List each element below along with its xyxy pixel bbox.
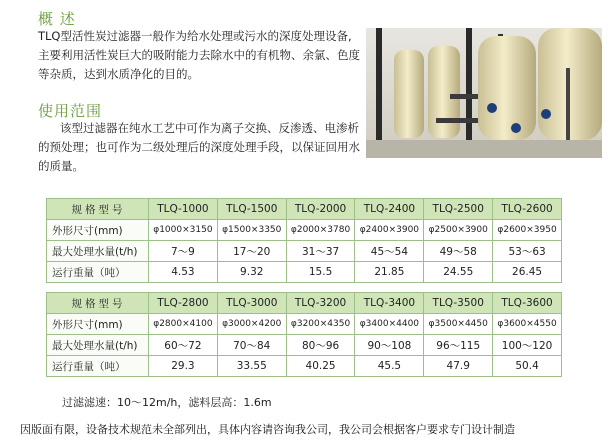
row-label: 外形尺寸(mm) [47,314,149,335]
overview-title: 概 述 [38,10,76,28]
usage-line: 的质量。 [38,159,84,173]
table-row [47,335,562,356]
overview-text [38,27,363,84]
table-cell: 90～108 [355,335,424,356]
table-row [47,293,562,314]
spec-table-1 [46,198,562,283]
table-cell: TLQ-3600 [493,293,562,314]
table-cell: TLQ-3200 [286,293,355,314]
table-cell: 45～54 [355,241,424,262]
table-cell: φ1000×3150 [149,220,218,241]
table-cell: 50.4 [493,356,562,377]
table-cell: 26.45 [493,262,562,283]
table-cell: φ2600×3950 [493,220,562,241]
table-cell: 96～115 [424,335,493,356]
row-label: 外形尺寸(mm) [47,220,149,241]
table-cell: 21.85 [355,262,424,283]
table-cell: 40.25 [286,356,355,377]
usage-title: 使用范围 [38,102,103,120]
table-cell: 80～96 [286,335,355,356]
row-label: 最大处理水量(t/h) [47,241,149,262]
filtration-note: 过滤滤速：10～12m/h，滤料层高：1.6m [62,396,272,409]
row-label: 规格型号 [47,199,149,220]
table-cell: 24.55 [424,262,493,283]
table-cell: φ3600×4550 [493,314,562,335]
table-cell: TLQ-3500 [424,293,493,314]
table-row [47,314,562,335]
row-label: 规格型号 [47,293,149,314]
table-cell: 15.5 [286,262,355,283]
row-label: 运行重量（吨） [47,262,149,283]
table-cell: 17～20 [217,241,286,262]
table-row [47,199,562,220]
table-cell: TLQ-2500 [424,199,493,220]
table-cell: φ3400×4400 [355,314,424,335]
table-row [47,241,562,262]
table-row [47,220,562,241]
table-cell: 31～37 [286,241,355,262]
row-label: 最大处理水量(t/h) [47,335,149,356]
table-cell: 47.9 [424,356,493,377]
table-cell: 33.55 [217,356,286,377]
table-cell: TLQ-3000 [217,293,286,314]
table-cell: φ1500×3350 [217,220,286,241]
spec-table-2 [46,292,562,377]
table-cell: TLQ-3400 [355,293,424,314]
table-cell: TLQ-1000 [149,199,218,220]
table-cell: φ3500×4450 [424,314,493,335]
table-cell: 4.53 [149,262,218,283]
table-cell: 29.3 [149,356,218,377]
footer-disclaimer: 因版面有限，设备技术规范未全部列出，具体内容请咨询我公司，我公司会根据客户要求专门设计制造 [20,423,515,436]
table-cell: 70～84 [217,335,286,356]
overview-line: 等杂质，达到水质净化的目的。 [38,67,199,81]
usage-text [38,119,368,176]
usage-line: 的预处理；也可作为二级处理后的深度处理手段，以保证回用水 [38,140,360,154]
table-cell: φ2800×4100 [149,314,218,335]
usage-line: 该型过滤器在纯水工艺中可作为离子交换、反渗透、电渗析 [60,121,359,135]
table-cell: φ2000×3780 [286,220,355,241]
overview-line: TLQ型活性炭过滤器一般作为给水处理或污水的深度处理设备, [38,29,352,43]
table-row [47,356,562,377]
table-cell: 60～72 [149,335,218,356]
table-cell: 9.32 [217,262,286,283]
row-label: 运行重量（吨） [47,356,149,377]
overview-line: 主要利用活性炭巨大的吸附能力去除水中的有机物、余氯、色度 [38,48,360,62]
table-cell: TLQ-2400 [355,199,424,220]
table-cell: 100～120 [493,335,562,356]
table-cell: φ3000×4200 [217,314,286,335]
table-cell: 49～58 [424,241,493,262]
table-cell: 7～9 [149,241,218,262]
table-row [47,262,562,283]
table-cell: φ2400×3900 [355,220,424,241]
table-cell: TLQ-2800 [149,293,218,314]
table-cell: 45.5 [355,356,424,377]
table-cell: TLQ-1500 [217,199,286,220]
table-cell: TLQ-2000 [286,199,355,220]
table-cell: TLQ-2600 [493,199,562,220]
equipment-photo [366,28,602,158]
table-cell: φ3200×4350 [286,314,355,335]
table-cell: φ2500×3900 [424,220,493,241]
table-cell: 53～63 [493,241,562,262]
